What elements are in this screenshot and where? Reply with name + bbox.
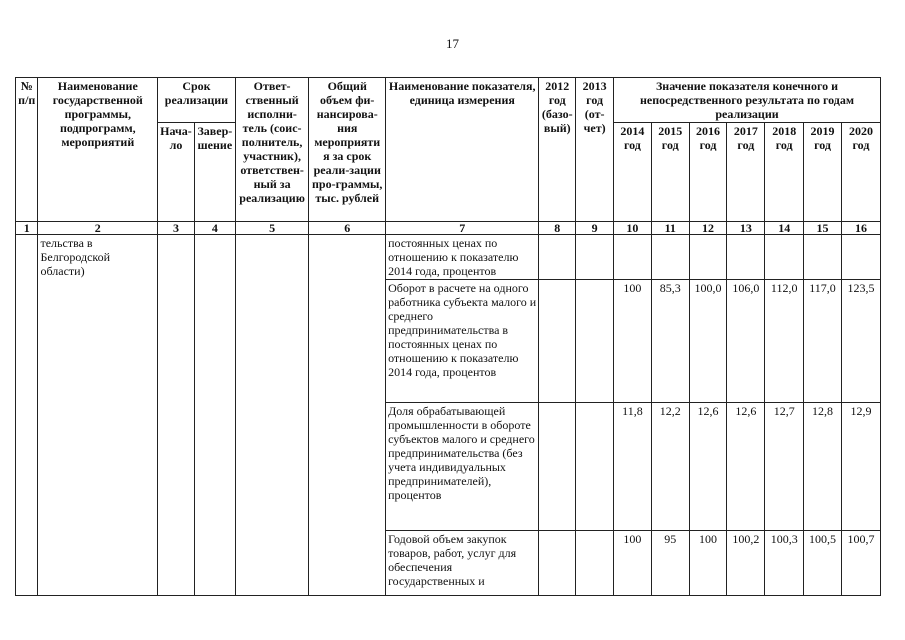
column-number: 6 — [309, 222, 386, 235]
funding-cell — [309, 235, 386, 596]
value-2012-cell — [539, 531, 576, 596]
value-cell: 100,3 — [765, 531, 804, 596]
header-responsible: Ответ-ственный исполни-тель (соис-полнитель, участник), ответствен-ный за реализацию — [235, 78, 309, 222]
header-funding: Общий объем фи-нансирова-ния мероприятия за срок реали-зации про-граммы, тыс. рублей — [309, 78, 386, 222]
indicator-cell: Годовой объем закупок товаров, работ, услуг для обеспечения государственных и — [386, 531, 539, 596]
value-cell: 117,0 — [804, 280, 842, 403]
column-number: 5 — [235, 222, 309, 235]
value-cell: 12,6 — [727, 403, 765, 531]
column-number: 4 — [194, 222, 235, 235]
header-year: 2018 год — [765, 123, 804, 222]
value-cell: 100 — [614, 280, 652, 403]
row-number-cell — [16, 235, 38, 596]
value-cell: 12,2 — [651, 403, 689, 531]
value-cell: 100 — [614, 531, 652, 596]
value-cell: 95 — [651, 531, 689, 596]
page-number: 17 — [446, 36, 459, 51]
value-cell — [651, 235, 689, 280]
indicator-cell: постоянных ценах по отношению к показателю 2014 года, процентов — [386, 235, 539, 280]
column-number: 12 — [689, 222, 727, 235]
value-cell: 100,5 — [804, 531, 842, 596]
header-year: 2019 год — [804, 123, 842, 222]
value-cell: 100 — [689, 531, 727, 596]
value-cell: 12,9 — [841, 403, 880, 531]
header-indicator: Наименование показателя, единица измерения — [386, 78, 539, 222]
value-cell — [841, 235, 880, 280]
header-values: Значение показателя конечного и непосредственного результата по годам реализации — [614, 78, 881, 123]
header-2012: 2012 год (базо-вый) — [539, 78, 576, 222]
column-number: 13 — [727, 222, 765, 235]
value-cell — [765, 235, 804, 280]
header-row-1 — [16, 78, 881, 123]
value-cell — [689, 235, 727, 280]
column-number: 3 — [158, 222, 195, 235]
value-cell: 112,0 — [765, 280, 804, 403]
value-cell: 12,6 — [689, 403, 727, 531]
column-number: 1 — [16, 222, 38, 235]
indicator-cell: Доля обрабатывающей промышленности в обороте субъектов малого и среднего предпринимательства (без учета индивидуальных предпринимателей), процентов — [386, 403, 539, 531]
value-cell: 12,8 — [804, 403, 842, 531]
column-number: 7 — [386, 222, 539, 235]
table-row — [16, 235, 881, 280]
value-2012-cell — [539, 280, 576, 403]
column-number: 10 — [614, 222, 652, 235]
column-number: 15 — [804, 222, 842, 235]
header-2013: 2013 год (от-чет) — [576, 78, 614, 222]
indicator-cell: Оборот в расчете на одного работника субъекта малого и среднего предпринимательства в постоянных ценах по отношению к показателю 2014 года, процентов — [386, 280, 539, 403]
value-2013-cell — [576, 235, 614, 280]
column-number: 14 — [765, 222, 804, 235]
value-cell: 100,2 — [727, 531, 765, 596]
column-number: 8 — [539, 222, 576, 235]
value-2013-cell — [576, 280, 614, 403]
value-cell: 106,0 — [727, 280, 765, 403]
program-name-cell: тельства в Белгородской области) — [38, 235, 158, 596]
value-cell — [804, 235, 842, 280]
value-cell — [614, 235, 652, 280]
column-number: 9 — [576, 222, 614, 235]
header-year: 2014 год — [614, 123, 652, 222]
column-number: 16 — [841, 222, 880, 235]
column-number-row — [16, 222, 881, 235]
indicators-table — [15, 77, 881, 596]
header-program-name: Наименование государственной программы, подпрограмм, мероприятий — [38, 78, 158, 222]
value-cell: 11,8 — [614, 403, 652, 531]
column-number: 11 — [651, 222, 689, 235]
header-end: Завер-шение — [194, 123, 235, 222]
end-cell — [194, 235, 235, 596]
column-number: 2 — [38, 222, 158, 235]
value-cell: 12,7 — [765, 403, 804, 531]
start-cell — [158, 235, 195, 596]
value-cell: 85,3 — [651, 280, 689, 403]
header-year: 2017 год — [727, 123, 765, 222]
value-2012-cell — [539, 403, 576, 531]
value-2013-cell — [576, 531, 614, 596]
value-cell: 123,5 — [841, 280, 880, 403]
header-start: Нача-ло — [158, 123, 195, 222]
header-num: № п/п — [16, 78, 38, 222]
value-cell: 100,0 — [689, 280, 727, 403]
header-term: Срок реализации — [158, 78, 236, 123]
value-cell: 100,7 — [841, 531, 880, 596]
header-year: 2016 год — [689, 123, 727, 222]
value-2012-cell — [539, 235, 576, 280]
value-cell — [727, 235, 765, 280]
responsible-cell — [235, 235, 309, 596]
header-year: 2015 год — [651, 123, 689, 222]
value-2013-cell — [576, 403, 614, 531]
header-year: 2020 год — [841, 123, 880, 222]
